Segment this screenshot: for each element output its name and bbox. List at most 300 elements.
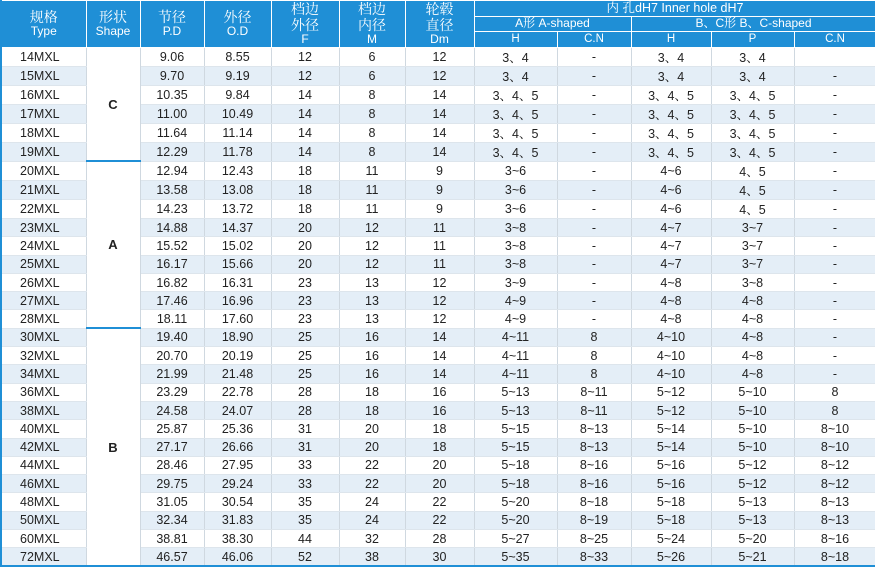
cell-f: 31 [271, 438, 339, 456]
cell-pd: 17.46 [140, 292, 204, 310]
cell-ah: 5~20 [474, 493, 557, 511]
cell-type: 34MXL [1, 365, 86, 383]
cell-ah: 5~15 [474, 438, 557, 456]
cell-dm: 18 [405, 420, 474, 438]
cell-pd: 21.99 [140, 365, 204, 383]
cell-pd: 19.40 [140, 328, 204, 346]
cell-bcn: 8~10 [794, 438, 875, 456]
cell-acn: - [557, 273, 631, 291]
cell-bh: 4~10 [631, 347, 711, 365]
cell-bp: 3、4、5 [711, 123, 794, 142]
cell-bp: 5~12 [711, 456, 794, 474]
cell-dm: 20 [405, 475, 474, 493]
cell-bh: 4~10 [631, 328, 711, 346]
cell-ah: 3、4、5 [474, 123, 557, 142]
table-row [1, 328, 875, 346]
cell-pd: 46.57 [140, 548, 204, 566]
cell-ah: 3~9 [474, 273, 557, 291]
cell-bcn: 8 [794, 401, 875, 419]
cell-dm: 12 [405, 273, 474, 291]
cell-bcn: 8~10 [794, 420, 875, 438]
cell-od: 13.08 [204, 180, 271, 199]
cell-pd: 9.06 [140, 47, 204, 66]
cell-acn: 8~16 [557, 456, 631, 474]
cell-od: 15.66 [204, 255, 271, 273]
cell-pd: 27.17 [140, 438, 204, 456]
header-pitch-diameter: 节径 P.D [140, 1, 204, 48]
cell-ah: 4~9 [474, 292, 557, 310]
header-flange-outer: 档边 外径 F [271, 1, 339, 48]
cell-m: 16 [339, 347, 405, 365]
cell-acn: - [557, 237, 631, 255]
cell-bcn: - [794, 255, 875, 273]
cell-f: 33 [271, 456, 339, 474]
cell-bp: 4~8 [711, 292, 794, 310]
header-bc-cn: C.N [794, 31, 875, 47]
cell-type: 17MXL [1, 104, 86, 123]
cell-ah: 3~6 [474, 199, 557, 218]
cell-bp: 4、5 [711, 161, 794, 180]
cell-bp: 5~10 [711, 438, 794, 456]
cell-dm: 14 [405, 85, 474, 104]
cell-m: 13 [339, 292, 405, 310]
cell-bcn: - [794, 237, 875, 255]
cell-bcn: - [794, 180, 875, 199]
cell-bcn: - [794, 292, 875, 310]
cell-m: 18 [339, 401, 405, 419]
cell-od: 10.49 [204, 104, 271, 123]
cell-pd: 11.64 [140, 123, 204, 142]
cell-od: 16.31 [204, 273, 271, 291]
cell-dm: 9 [405, 199, 474, 218]
cell-f: 12 [271, 66, 339, 85]
cell-pd: 14.88 [140, 218, 204, 236]
cell-bh: 5~16 [631, 456, 711, 474]
cell-dm: 16 [405, 401, 474, 419]
cell-m: 11 [339, 199, 405, 218]
cell-type: 19MXL [1, 142, 86, 161]
cell-acn: - [557, 104, 631, 123]
cell-m: 11 [339, 161, 405, 180]
cell-pd: 10.35 [140, 85, 204, 104]
cell-acn: - [557, 218, 631, 236]
cell-m: 12 [339, 218, 405, 236]
cell-bp: 3、4、5 [711, 85, 794, 104]
cell-type: 25MXL [1, 255, 86, 273]
cell-shape: B [86, 328, 140, 566]
cell-bp: 5~10 [711, 420, 794, 438]
cell-bh: 4~7 [631, 237, 711, 255]
cell-bh: 4~8 [631, 292, 711, 310]
cell-od: 14.37 [204, 218, 271, 236]
cell-od: 18.90 [204, 328, 271, 346]
cell-type: 30MXL [1, 328, 86, 346]
cell-od: 16.96 [204, 292, 271, 310]
cell-acn: 8~25 [557, 530, 631, 548]
cell-acn: 8~13 [557, 438, 631, 456]
cell-m: 13 [339, 273, 405, 291]
cell-type: 40MXL [1, 420, 86, 438]
cell-m: 6 [339, 66, 405, 85]
header-a-cn: C.N [557, 31, 631, 47]
cell-pd: 18.11 [140, 310, 204, 328]
cell-f: 14 [271, 142, 339, 161]
cell-type: 28MXL [1, 310, 86, 328]
cell-type: 36MXL [1, 383, 86, 401]
cell-ah: 3、4、5 [474, 104, 557, 123]
cell-bcn: 8~12 [794, 475, 875, 493]
cell-dm: 14 [405, 347, 474, 365]
cell-pd: 32.34 [140, 511, 204, 529]
cell-acn: 8 [557, 365, 631, 383]
header-shape: 形状 Shape [86, 1, 140, 48]
cell-od: 17.60 [204, 310, 271, 328]
cell-bcn: - [794, 85, 875, 104]
cell-bp: 5~21 [711, 548, 794, 566]
cell-type: 48MXL [1, 493, 86, 511]
cell-bp: 3、4 [711, 47, 794, 66]
cell-bp: 4~8 [711, 310, 794, 328]
cell-type: 18MXL [1, 123, 86, 142]
cell-f: 28 [271, 401, 339, 419]
cell-dm: 28 [405, 530, 474, 548]
cell-od: 8.55 [204, 47, 271, 66]
cell-type: 38MXL [1, 401, 86, 419]
cell-dm: 20 [405, 456, 474, 474]
table-row [1, 47, 875, 66]
cell-bcn: - [794, 142, 875, 161]
cell-dm: 14 [405, 142, 474, 161]
cell-pd: 38.81 [140, 530, 204, 548]
cell-m: 20 [339, 438, 405, 456]
cell-acn: 8~13 [557, 420, 631, 438]
cell-f: 33 [271, 475, 339, 493]
cell-ah: 5~20 [474, 511, 557, 529]
cell-m: 24 [339, 493, 405, 511]
cell-bh: 4~6 [631, 161, 711, 180]
cell-m: 16 [339, 365, 405, 383]
cell-bcn: - [794, 161, 875, 180]
cell-type: 20MXL [1, 161, 86, 180]
cell-pd: 15.52 [140, 237, 204, 255]
cell-od: 11.78 [204, 142, 271, 161]
cell-type: 72MXL [1, 548, 86, 566]
cell-bh: 3、4、5 [631, 142, 711, 161]
header-hub-diameter: 轮毂 直径 Dm [405, 1, 474, 48]
cell-dm: 12 [405, 47, 474, 66]
cell-type: 42MXL [1, 438, 86, 456]
cell-dm: 14 [405, 123, 474, 142]
cell-od: 30.54 [204, 493, 271, 511]
cell-m: 8 [339, 142, 405, 161]
cell-bcn: - [794, 218, 875, 236]
cell-od: 29.24 [204, 475, 271, 493]
cell-bcn: - [794, 365, 875, 383]
cell-bp: 3~8 [711, 273, 794, 291]
cell-dm: 22 [405, 511, 474, 529]
cell-pd: 31.05 [140, 493, 204, 511]
cell-pd: 16.82 [140, 273, 204, 291]
cell-type: 46MXL [1, 475, 86, 493]
cell-type: 21MXL [1, 180, 86, 199]
cell-acn: 8~11 [557, 383, 631, 401]
cell-type: 23MXL [1, 218, 86, 236]
header-a-shaped: A形 A-shaped [474, 16, 631, 31]
cell-bh: 3、4、5 [631, 104, 711, 123]
cell-f: 14 [271, 104, 339, 123]
cell-ah: 5~27 [474, 530, 557, 548]
cell-f: 35 [271, 511, 339, 529]
cell-dm: 11 [405, 237, 474, 255]
cell-bcn [794, 47, 875, 66]
cell-m: 22 [339, 456, 405, 474]
cell-bcn: 8 [794, 383, 875, 401]
cell-bh: 5~24 [631, 530, 711, 548]
cell-od: 20.19 [204, 347, 271, 365]
cell-acn: - [557, 292, 631, 310]
cell-bh: 5~12 [631, 383, 711, 401]
header-flange-inner: 档边 内径 M [339, 1, 405, 48]
header-type: 规格 Type [1, 1, 86, 48]
cell-bp: 3、4、5 [711, 142, 794, 161]
cell-type: 16MXL [1, 85, 86, 104]
cell-m: 12 [339, 255, 405, 273]
cell-dm: 11 [405, 218, 474, 236]
cell-f: 23 [271, 310, 339, 328]
cell-dm: 14 [405, 365, 474, 383]
cell-type: 44MXL [1, 456, 86, 474]
cell-bcn: 8~13 [794, 511, 875, 529]
cell-m: 6 [339, 47, 405, 66]
cell-acn: - [557, 180, 631, 199]
cell-m: 12 [339, 237, 405, 255]
cell-od: 9.84 [204, 85, 271, 104]
cell-pd: 13.58 [140, 180, 204, 199]
cell-acn: - [557, 199, 631, 218]
cell-ah: 5~13 [474, 383, 557, 401]
cell-ah: 5~15 [474, 420, 557, 438]
cell-acn: - [557, 85, 631, 104]
cell-m: 13 [339, 310, 405, 328]
cell-bcn: - [794, 310, 875, 328]
cell-f: 52 [271, 548, 339, 566]
cell-bp: 5~10 [711, 383, 794, 401]
cell-ah: 5~18 [474, 456, 557, 474]
cell-m: 11 [339, 180, 405, 199]
cell-od: 12.43 [204, 161, 271, 180]
cell-type: 15MXL [1, 66, 86, 85]
cell-od: 38.30 [204, 530, 271, 548]
cell-f: 35 [271, 493, 339, 511]
cell-acn: - [557, 255, 631, 273]
cell-ah: 4~11 [474, 347, 557, 365]
cell-m: 24 [339, 511, 405, 529]
cell-f: 20 [271, 237, 339, 255]
cell-bp: 3、4、5 [711, 104, 794, 123]
cell-bp: 3~7 [711, 255, 794, 273]
cell-dm: 18 [405, 438, 474, 456]
cell-dm: 12 [405, 310, 474, 328]
cell-od: 27.95 [204, 456, 271, 474]
cell-pd: 23.29 [140, 383, 204, 401]
cell-od: 46.06 [204, 548, 271, 566]
cell-m: 8 [339, 85, 405, 104]
header-bc-shaped: B、C形 B、C-shaped [631, 16, 875, 31]
cell-dm: 14 [405, 104, 474, 123]
cell-od: 22.78 [204, 383, 271, 401]
cell-ah: 3~8 [474, 237, 557, 255]
cell-f: 18 [271, 180, 339, 199]
cell-ah: 3~6 [474, 161, 557, 180]
cell-bp: 4~8 [711, 328, 794, 346]
cell-ah: 3、4 [474, 66, 557, 85]
cell-bh: 4~6 [631, 199, 711, 218]
cell-acn: 8~19 [557, 511, 631, 529]
cell-ah: 5~13 [474, 401, 557, 419]
cell-acn: - [557, 47, 631, 66]
cell-dm: 12 [405, 292, 474, 310]
cell-bh: 3、4、5 [631, 85, 711, 104]
cell-bp: 3~7 [711, 218, 794, 236]
cell-acn: 8 [557, 328, 631, 346]
cell-ah: 3、4 [474, 47, 557, 66]
cell-acn: - [557, 142, 631, 161]
cell-bp: 4~8 [711, 347, 794, 365]
cell-bcn: - [794, 104, 875, 123]
cell-acn: 8 [557, 347, 631, 365]
cell-bcn: - [794, 273, 875, 291]
cell-bp: 4~8 [711, 365, 794, 383]
cell-m: 16 [339, 328, 405, 346]
table-row [1, 161, 875, 180]
cell-m: 22 [339, 475, 405, 493]
cell-f: 18 [271, 199, 339, 218]
cell-acn: 8~11 [557, 401, 631, 419]
cell-f: 23 [271, 273, 339, 291]
cell-type: 24MXL [1, 237, 86, 255]
cell-f: 14 [271, 123, 339, 142]
cell-type: 50MXL [1, 511, 86, 529]
cell-dm: 14 [405, 328, 474, 346]
cell-bcn: 8~13 [794, 493, 875, 511]
cell-bcn: 8~12 [794, 456, 875, 474]
cell-ah: 3~8 [474, 255, 557, 273]
cell-ah: 5~18 [474, 475, 557, 493]
cell-m: 8 [339, 104, 405, 123]
cell-bcn: 8~16 [794, 530, 875, 548]
cell-dm: 9 [405, 180, 474, 199]
cell-bp: 3、4 [711, 66, 794, 85]
cell-dm: 12 [405, 66, 474, 85]
header-a-h: H [474, 31, 557, 47]
cell-f: 44 [271, 530, 339, 548]
header-bc-h: H [631, 31, 711, 47]
cell-bh: 5~14 [631, 420, 711, 438]
cell-pd: 14.23 [140, 199, 204, 218]
cell-acn: 8~33 [557, 548, 631, 566]
cell-od: 13.72 [204, 199, 271, 218]
table-body [1, 47, 875, 566]
cell-bh: 5~18 [631, 493, 711, 511]
cell-pd: 28.46 [140, 456, 204, 474]
cell-bp: 5~13 [711, 493, 794, 511]
cell-type: 14MXL [1, 47, 86, 66]
cell-bcn: - [794, 123, 875, 142]
cell-bh: 4~7 [631, 255, 711, 273]
cell-m: 32 [339, 530, 405, 548]
cell-acn: 8~18 [557, 493, 631, 511]
cell-pd: 29.75 [140, 475, 204, 493]
header-bc-p: P [711, 31, 794, 47]
cell-ah: 4~11 [474, 365, 557, 383]
cell-bh: 3、4、5 [631, 123, 711, 142]
cell-bcn: - [794, 347, 875, 365]
cell-bp: 4、5 [711, 199, 794, 218]
cell-ah: 4~11 [474, 328, 557, 346]
cell-dm: 16 [405, 383, 474, 401]
cell-type: 60MXL [1, 530, 86, 548]
cell-type: 22MXL [1, 199, 86, 218]
cell-dm: 22 [405, 493, 474, 511]
cell-bh: 5~14 [631, 438, 711, 456]
cell-m: 20 [339, 420, 405, 438]
cell-bp: 5~13 [711, 511, 794, 529]
cell-type: 27MXL [1, 292, 86, 310]
cell-m: 8 [339, 123, 405, 142]
cell-bh: 5~12 [631, 401, 711, 419]
cell-acn: - [557, 66, 631, 85]
cell-dm: 30 [405, 548, 474, 566]
cell-od: 24.07 [204, 401, 271, 419]
cell-type: 26MXL [1, 273, 86, 291]
cell-bh: 4~10 [631, 365, 711, 383]
cell-bp: 5~12 [711, 475, 794, 493]
cell-bcn: - [794, 66, 875, 85]
header-outer-diameter: 外径 O.D [204, 1, 271, 48]
cell-f: 20 [271, 255, 339, 273]
cell-f: 20 [271, 218, 339, 236]
cell-acn: - [557, 123, 631, 142]
cell-m: 38 [339, 548, 405, 566]
cell-f: 25 [271, 347, 339, 365]
cell-od: 21.48 [204, 365, 271, 383]
cell-m: 18 [339, 383, 405, 401]
cell-acn: - [557, 161, 631, 180]
cell-pd: 12.94 [140, 161, 204, 180]
cell-bcn: 8~18 [794, 548, 875, 566]
cell-bp: 5~10 [711, 401, 794, 419]
cell-f: 14 [271, 85, 339, 104]
cell-f: 28 [271, 383, 339, 401]
cell-od: 11.14 [204, 123, 271, 142]
cell-pd: 11.00 [140, 104, 204, 123]
cell-dm: 11 [405, 255, 474, 273]
cell-acn: - [557, 310, 631, 328]
cell-ah: 4~9 [474, 310, 557, 328]
cell-bh: 4~8 [631, 310, 711, 328]
cell-bh: 5~26 [631, 548, 711, 566]
cell-pd: 12.29 [140, 142, 204, 161]
cell-bcn: - [794, 328, 875, 346]
cell-f: 18 [271, 161, 339, 180]
cell-dm: 9 [405, 161, 474, 180]
cell-f: 23 [271, 292, 339, 310]
cell-bp: 4、5 [711, 180, 794, 199]
cell-bcn: - [794, 199, 875, 218]
cell-f: 25 [271, 365, 339, 383]
cell-pd: 24.58 [140, 401, 204, 419]
cell-od: 15.02 [204, 237, 271, 255]
